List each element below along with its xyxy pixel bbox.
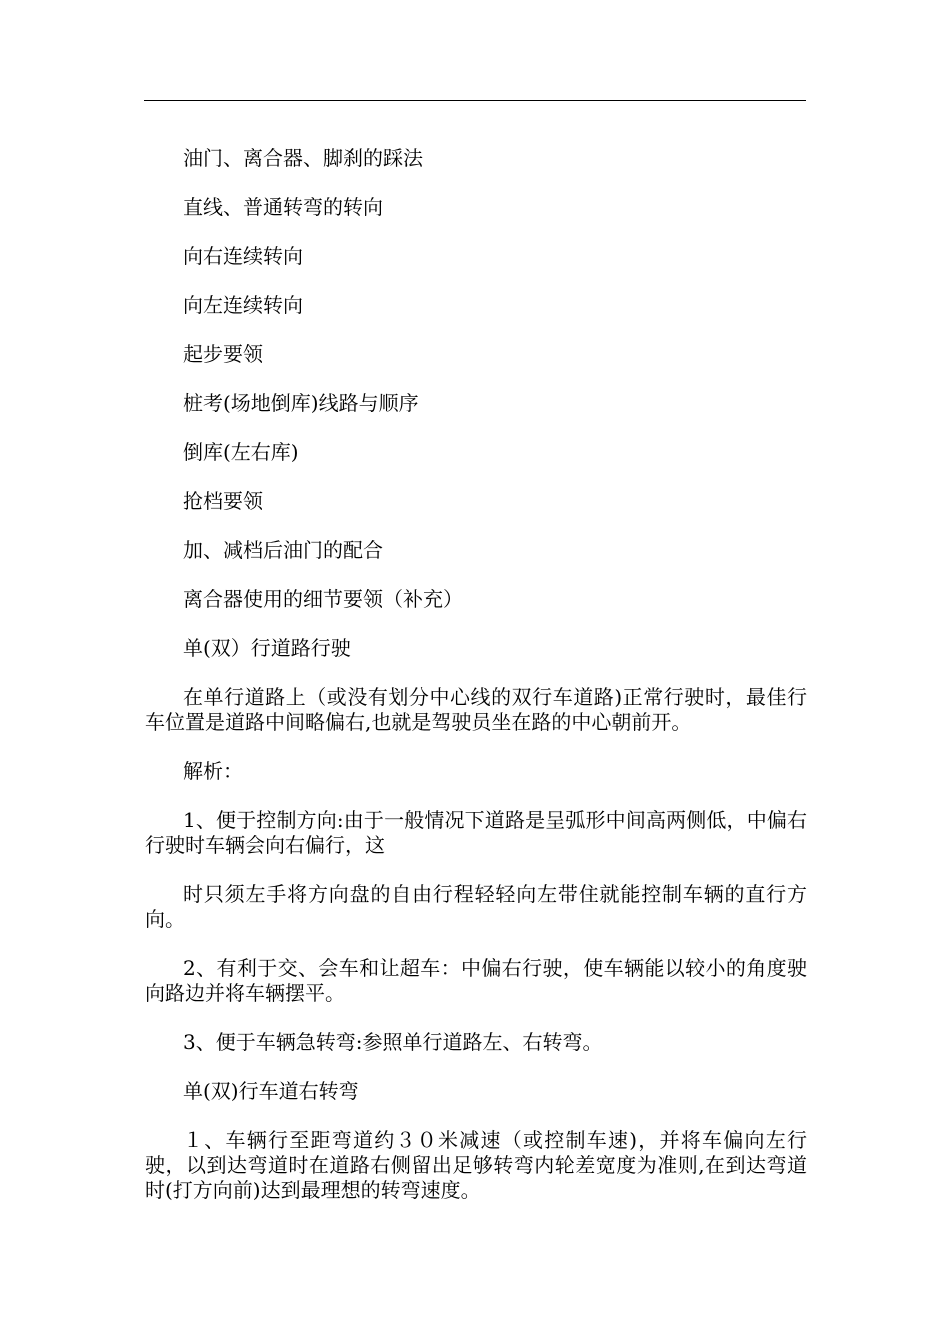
header-rule <box>144 100 806 101</box>
section-heading: 直线、普通转弯的转向 <box>183 195 383 219</box>
section-heading: 油门、离合器、脚刹的踩法 <box>183 146 423 170</box>
body-paragraph: 在单行道路上（或没有划分中心线的双行车道路)正常行驶时，最佳行车位置是道路中间略偏右,也就是驾驶员坐在路的中心朝前开。 <box>145 685 807 734</box>
section-heading: 单(双)行车道右转弯 <box>183 1079 359 1103</box>
section-heading: 桩考(场地倒库)线路与顺序 <box>183 391 419 415</box>
section-heading: 离合器使用的细节要领（补充） <box>183 587 463 611</box>
section-heading: 3、便于车辆急转弯:参照单行道路左、右转弯。 <box>183 1030 603 1054</box>
section-heading: 加、减档后油门的配合 <box>183 538 383 562</box>
body-paragraph: 时只须左手将方向盘的自由行程轻轻向左带住就能控制车辆的直行方向。 <box>145 882 807 931</box>
body-paragraph: 1、便于控制方向:由于一般情况下道路是呈弧形中间高两侧低，中偏右行驶时车辆会向右偏行，这 <box>145 808 807 857</box>
section-heading: 倒库(左右库) <box>183 440 299 464</box>
section-heading: 向右连续转向 <box>183 244 303 268</box>
section-heading: 解析： <box>183 759 243 783</box>
document-content <box>145 146 807 1227</box>
section-heading: 起步要领 <box>183 342 263 366</box>
body-paragraph: 2、有利于交、会车和让超车：中偏右行驶，使车辆能以较小的角度驶向路边并将车辆摆平。 <box>145 956 807 1005</box>
section-heading: 抢档要领 <box>183 489 263 513</box>
body-paragraph: １、车辆行至距弯道约３０米减速（或控制车速)，并将车偏向左行驶，以到达弯道时在道路右侧留出足够转弯内轮差宽度为准则,在到达弯道时(打方向前)达到最理想的转弯速度。 <box>145 1128 807 1202</box>
section-heading: 单(双）行道路行驶 <box>183 636 351 660</box>
section-heading: 向左连续转向 <box>183 293 303 317</box>
